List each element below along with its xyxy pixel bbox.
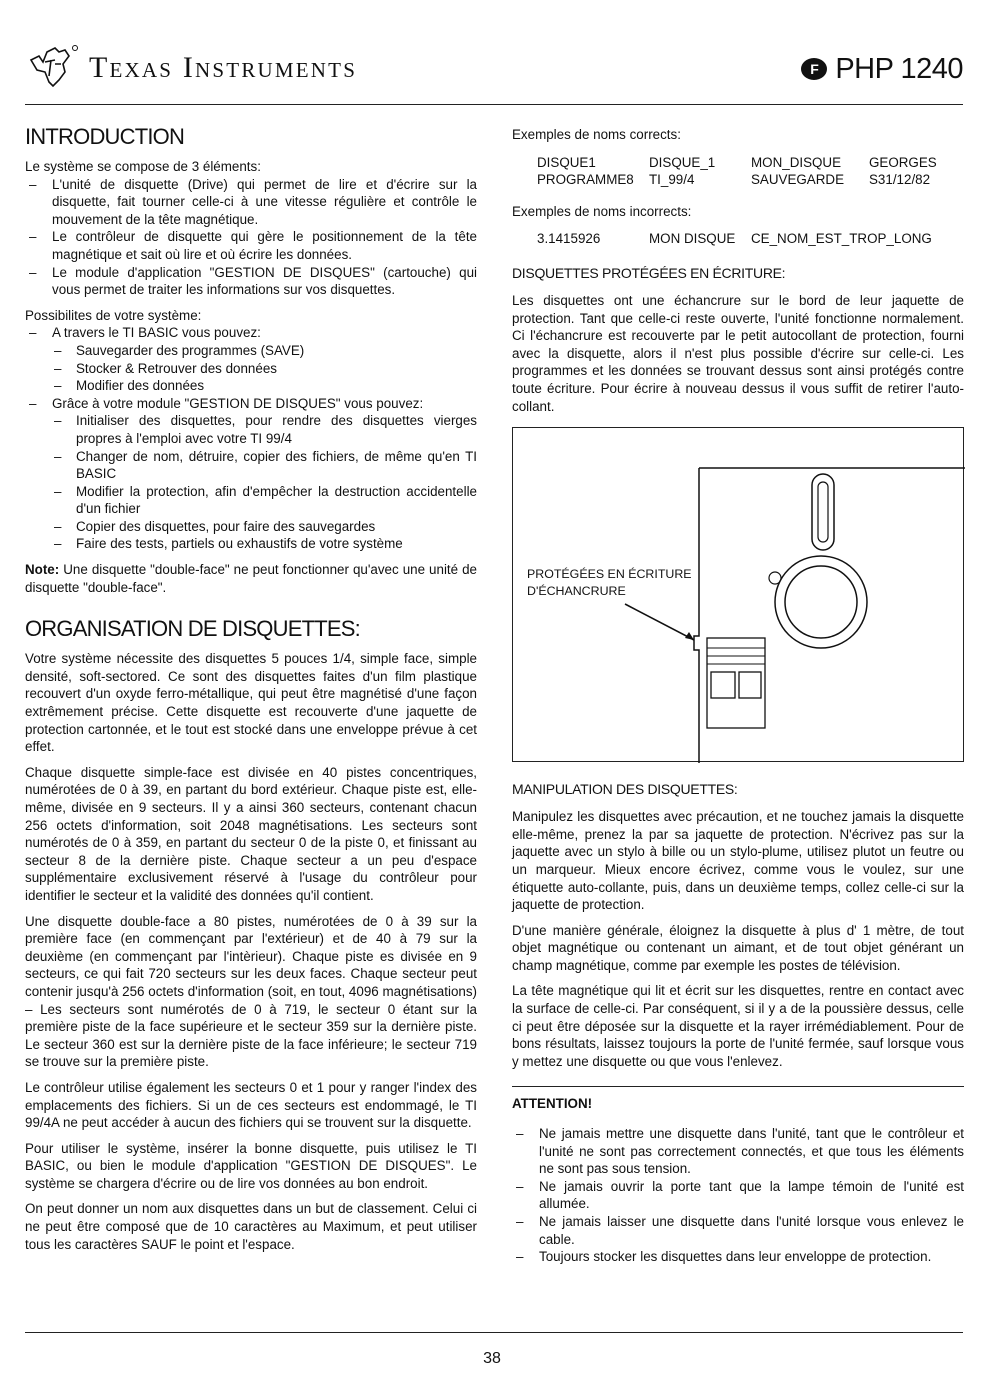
list-item: – Modifier la protection, afin d'empêcher la destruction accidentelle d'un fichier xyxy=(52,483,477,518)
protection-heading: DISQUETTES PROTÉGÉES EN ÉCRITURE: xyxy=(512,264,786,281)
name-example: DISQUE1 xyxy=(537,154,596,170)
hub-ring-icon xyxy=(775,556,867,648)
name-example: MON DISQUE xyxy=(649,231,736,247)
figure-caption-line: D'ÉCHANCRURE xyxy=(527,584,626,599)
model-label: PHP 1240 xyxy=(835,53,963,85)
name-example: SAUVEGARDE xyxy=(751,172,845,188)
list-item: – Changer de nom, détruire, copier des fichiers, de même qu'en TI BASIC xyxy=(52,448,477,483)
basic-sublist xyxy=(52,342,477,395)
list-item: – Ne jamais mettre une disquette dans l'unité, tant que le contrôleur et l'unité ne sont pas correctement connectés, et que tous les éléments ne sont pas sous tension. xyxy=(512,1125,964,1178)
left-column xyxy=(25,124,477,1261)
index-slot-icon xyxy=(812,474,834,550)
intro-lead: Le système se compose de 3 éléments: xyxy=(25,159,261,174)
name-example: 3.1415926 xyxy=(537,231,601,247)
model-number xyxy=(801,52,963,86)
manip-paragraph: Manipulez les disquettes avec précaution, et ne touchez jamais la disquette elle-même, prenez la par sa jaquette de protection. N'écrivez pas sur la jaquette avec un stylo à bille ou un stylo-plume, utilisez plutot un feutre ou un marqueur. Mieux encore écrivez, comme vous le voulez, sur une étiquette auto-collante, puis, dans un deuxième temps, collez celle-ci sur la jaquette de protection. xyxy=(512,809,964,913)
note-text: Une disquette "double-face" ne peut fonctionner qu'avec une unité de disquette "double-face". xyxy=(25,562,477,595)
list-item xyxy=(25,324,477,394)
org-paragraph: Votre système nécessite des disquettes 5 pouces 1/4, simple face, simple densité, soft-sectored. Ce sont des disquettes faites d'un film plastique recouvert d'un oxyde ferro-métallique, qui peut être magnétisé d'une façon extrêmement précise. Cette disquette est recouverte d'une jaquette de protection cartonnée, et le tout est stocké dans une enveloppe prévue à cet effet. xyxy=(25,651,477,755)
list-item: – L'unité de disquette (Drive) qui permet de lire et d'écrire sur la disquette, fait tourner celle-ci à une vitesse régulière et contrôle le mouvement de la tête magnétique. xyxy=(25,176,477,229)
module-sublist xyxy=(52,412,477,553)
footer-rule xyxy=(25,1332,963,1333)
list-item: – Modifier des données xyxy=(52,377,477,395)
figure-caption-line: PROTÉGÉES EN ÉCRITURE xyxy=(527,567,692,582)
list-item: – Le contrôleur de disquette qui gère le positionnement de la tête magnétique et sait où lire et où écrire les données. xyxy=(25,228,477,263)
list-item: – Stocker & Retrouver des données xyxy=(52,360,477,378)
name-example: PROGRAMME8 xyxy=(537,172,634,188)
list-item: – Copier des disquettes, pour faire des sauvegardes xyxy=(52,518,477,536)
org-paragraph: Une disquette double-face a 80 pistes, numérotées de 0 à 39 sur la première face (en commençant par l'extérieur) et de 40 à 79 sur la deuxième (en commençant par l'intèrieur). Chaque piste es divisée en 9 secteurs, ce qui fait 720 secteurs sur les deux faces. Chaque secteur peut contenir jusqu'à 256 octets d'information (soit, en tout, 4096 magnétisations) – Les secteurs sont numérotés de 0 à 719, le secteur 0 étant sur la première piste de la face supérieure et le secteur 359 sur la dernière piste. Le secteur 360 est sur la dernière piste de la face inférieure; le secteur 719 se trouve sur la première piste. xyxy=(25,913,477,1070)
index-hole-icon xyxy=(769,572,781,584)
page-number: 38 xyxy=(483,1350,501,1367)
attention-rule xyxy=(512,1086,964,1087)
page-header xyxy=(25,40,963,100)
manipulation-heading: MANIPULATION DES DISQUETTES: xyxy=(512,781,738,798)
org-paragraph: Pour utiliser le système, insérer la bonne disquette, puis utilisez le TI BASIC, ou bien le module d'application "GESTION DE DISQUES". Le système se chargera d'écrire ou de lire vos données au bon endroit. xyxy=(25,1140,477,1191)
intro-list xyxy=(25,176,477,299)
list-item: – Toujours stocker les disquettes dans leur enveloppe de protection. xyxy=(512,1248,964,1266)
manip-paragraph: D'une manière générale, éloignez la disquette à plus d' 1 mètre, de tout objet magnétique ou contenant un aimant, et de tout objet générant un champ magnétique, comme par exemple les postes de télévision. xyxy=(512,922,964,973)
org-paragraph: On peut donner un nom aux disquettes dans un but de classement. Celui ci ne peut être composé que de 10 caractères au Maximum, et peut utiliser tous les caractères SAUF le point et l'espace. xyxy=(25,1201,477,1252)
attention-list xyxy=(512,1125,964,1266)
language-badge: F xyxy=(801,58,827,80)
ti-logo-icon xyxy=(25,42,81,90)
name-example: CE_NOM_EST_TROP_LONG xyxy=(751,231,932,247)
correct-names-grid xyxy=(512,154,964,189)
basic-lead: A travers le TI BASIC vous pouvez: xyxy=(52,325,261,341)
pointer-arrow-icon xyxy=(625,604,694,640)
introduction-heading: INTRODUCTION xyxy=(25,124,185,149)
correct-names-heading: Exemples de noms corrects: xyxy=(512,127,681,142)
name-example: TI_99/4 xyxy=(649,172,695,188)
list-item: – Sauvegarder des programmes (SAVE) xyxy=(52,342,477,360)
org-paragraph: Chaque disquette simple-face est divisée en 40 pistes concentriques, numérotées de 0 à 39, en partant du bord extérieur. Chaque piste est, elle-même, divisée en 9 secteurs. Il y a ainsi 360 secteurs, contenant chacun 256 octets d'information, soit 2048 magnétisations. Les secteurs sont numérotés de 0 à 359, en partant du secteur 0 de la piste 0, et finissant au secteur 8 de la dernière piste. Chaque secteur a un peu d'espace supplémentaire exclusivement réservé à l'usage du contrôleur pour identifier le secteur et la validité des données qu'il contient. xyxy=(25,764,477,903)
name-example: S31/12/82 xyxy=(869,172,931,188)
right-column xyxy=(512,126,964,1274)
brand-title: Texas Instruments xyxy=(89,51,358,84)
header-rule xyxy=(25,104,963,105)
possibilities-lead: Possibilites de votre système: xyxy=(25,307,202,323)
diskette-figure xyxy=(512,427,964,762)
name-example: GEORGES xyxy=(869,154,937,170)
list-item: – Initialiser des disquettes, pour rendre des disquettes vierges propres à l'emploi avec votre TI 99/4 xyxy=(52,412,477,447)
list-item xyxy=(25,395,477,553)
note-label: Note: xyxy=(25,562,60,578)
incorrect-names-grid xyxy=(512,230,964,248)
list-item: – Faire des tests, partiels ou exhaustifs de votre système xyxy=(52,535,477,553)
organisation-heading: ORGANISATION DE DISQUETTES: xyxy=(25,616,360,642)
incorrect-names-heading: Exemples de noms incorrects: xyxy=(512,203,692,219)
attention-heading: ATTENTION! xyxy=(512,1096,593,1112)
name-example: MON_DISQUE xyxy=(751,154,842,170)
note-paragraph xyxy=(25,561,477,596)
protection-paragraph: Les disquettes ont une échancrure sur le bord de leur jaquette de protection. Tant que celle-ci reste ouverte, l'unité fonctionne normalement. Ci l'échancrure est recouverte par le petit autocollant de protection, fourni avec la disquette, alors il n'est plus possible d'écrire sur celle-ci. Les programmes et les données se trouvant dessus sont ainsi protégés contre toute écriture. Pour écrire à nouveau dessus il vous suffit de retirer l'auto-collant. xyxy=(512,292,964,414)
list-item: – Le module d'application "GESTION DE DISQUES" (cartouche) qui vous permet de traiter les informations sur vos disquettes. xyxy=(25,264,477,299)
figure-caption xyxy=(527,566,692,600)
list-item: – Ne jamais ouvrir la porte tant que la lampe témoin de l'unité est allumée. xyxy=(512,1178,964,1213)
list-item: – Ne jamais laisser une disquette dans l'unité lorsque vous enlevez le cable. xyxy=(512,1213,964,1248)
org-paragraph: Le contrôleur utilise également les secteurs 0 et 1 pour y ranger l'index des emplacements des fichiers. Si un de ces secteurs est endommagé, le TI 99/4A ne peut accéder à aucun des fichiers qui se trouvent sur la disquette. xyxy=(25,1079,477,1131)
name-example: DISQUE_1 xyxy=(649,154,716,170)
protection-sticker-icon xyxy=(707,638,765,728)
module-lead: Grâce à votre module "GESTION DE DISQUES" vous pouvez: xyxy=(52,395,424,411)
possibilities-list xyxy=(25,324,477,553)
manip-paragraph: La tête magnétique qui lit et écrit sur les disquettes, rentre en contact avec la surface de celle-ci. Par conséquent, si il y a de la poussière dessus, celle ci peut être déposée sur la disquette et la rayer irrémédiablement. Pour de bons résultats, laissez toujours la porte de l'unité fermée, sauf lorsque vous y mettez une disquette ou que vous l'enlevez. xyxy=(512,983,964,1069)
